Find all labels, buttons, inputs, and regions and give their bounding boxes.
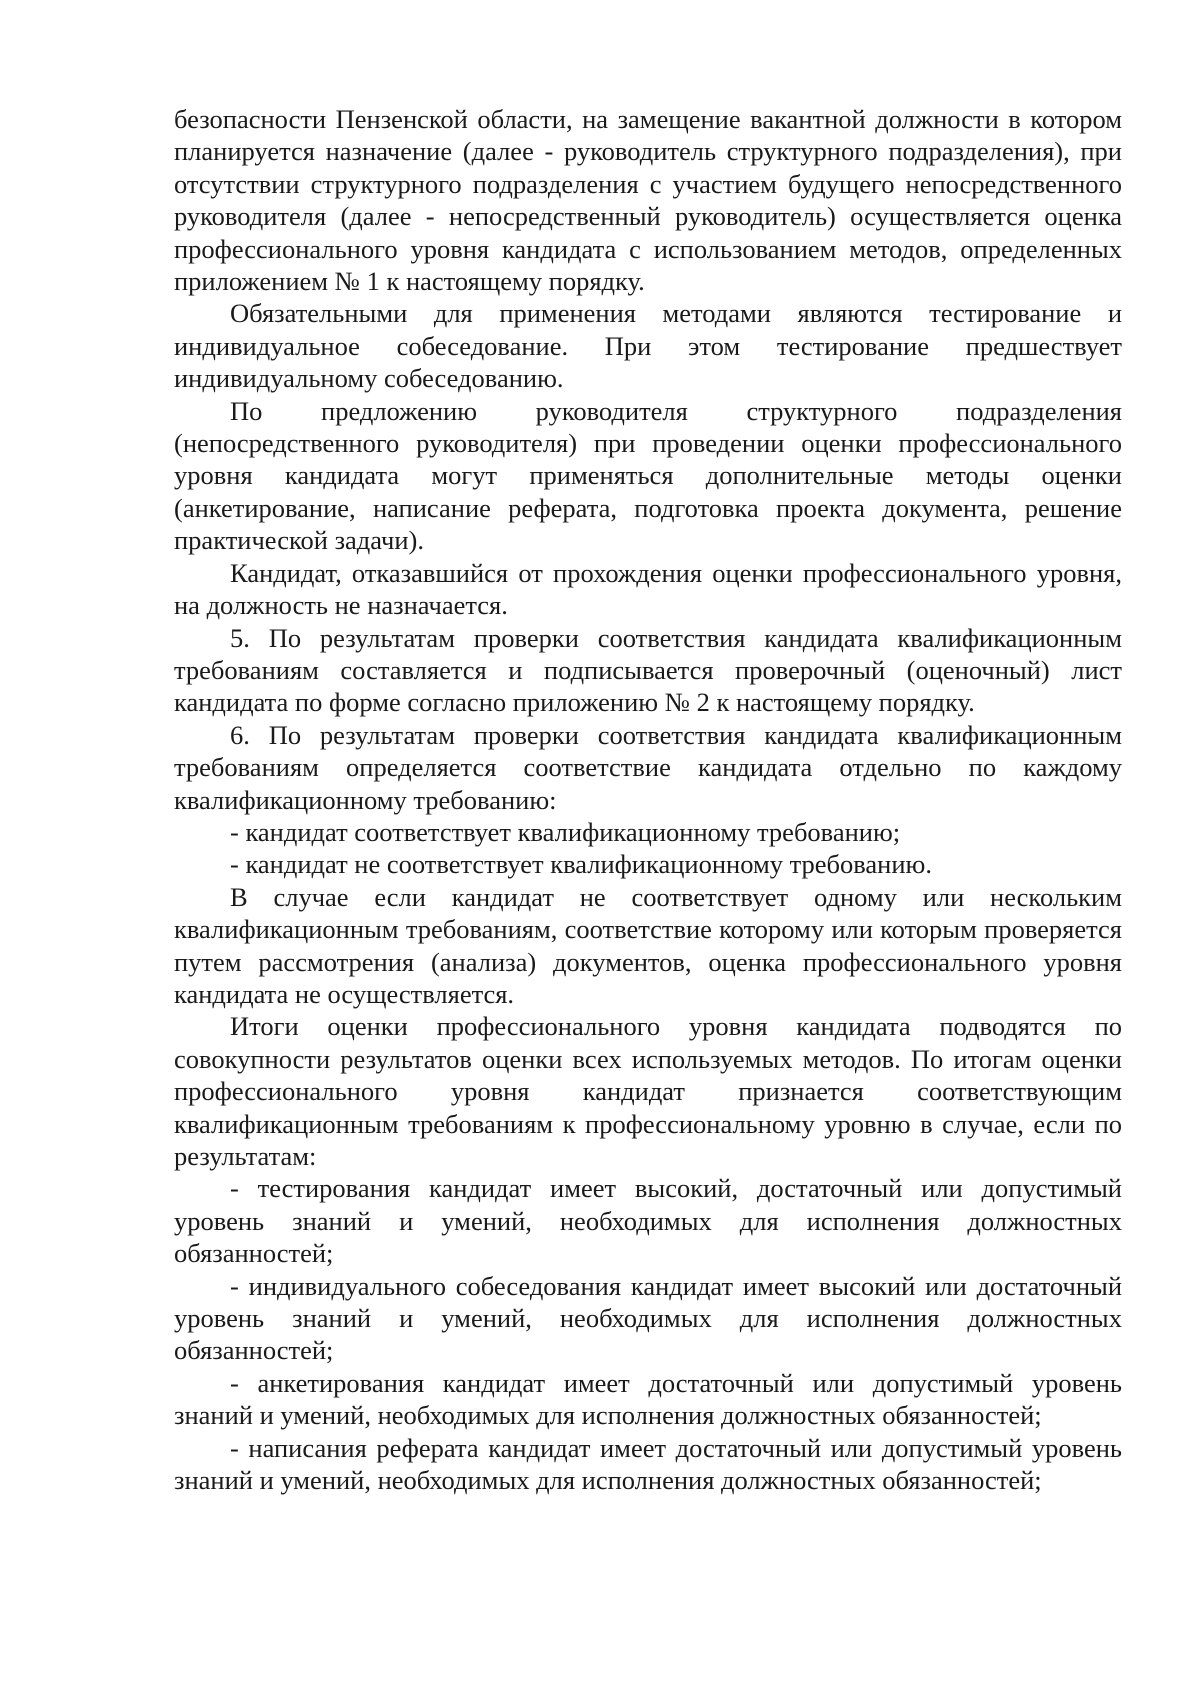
paragraph-item-6: 6. По результатам проверки соответствия кандидата квалификационным требованиям определяется соответствие кандидата отдельно по каждому квалификационному требованию:	[174, 719, 1122, 815]
list-item-complies: - кандидат соответствует квалификационному требованию;	[230, 816, 901, 847]
list-item-testing: - тестирования кандидат имеет высокий, достаточный или допустимый уровень знаний и умений, необходимых для исполнения должностных обязанностей;	[174, 1173, 1122, 1269]
list-item-essay: - написания реферата кандидат имеет достаточный или допустимый уровень знаний и умений, необходимых для исполнения должностных обязанностей;	[174, 1432, 1122, 1496]
list-item-questionnaire: - анкетирования кандидат имеет достаточный или допустимый уровень знаний и умений, необходимых для исполнения должностных обязанностей;	[174, 1367, 1122, 1431]
paragraph-continuation: безопасности Пензенской области, на замещение вакантной должности в котором планируется назначение (далее - руководитель структурного подразделения), при отсутствии структурного подразделения с участием будущего непосредственного руководителя (далее - непосредственный руководитель) осуществляется оценка профессионального уровня кандидата с использованием методов, определенных приложением № 1 к настоящему порядку.	[174, 104, 1122, 297]
document-page	[174, 103, 1122, 1496]
paragraph-item-5: 5. По результатам проверки соответствия кандидата квалификационным требованиям составляется и подписывается проверочный (оценочный) лист кандидата по форме согласно приложению № 2 к настоящему порядку.	[174, 622, 1122, 718]
paragraph-results: Итоги оценки профессионального уровня кандидата подводятся по совокупности результатов оценки всех используемых методов. По итогам оценки профессионального уровня кандидат признается соответствующим квалификационным требованиям к профессиональному уровню в случае, если по результатам:	[174, 1011, 1122, 1171]
list-item-interview: - индивидуального собеседования кандидат имеет высокий или достаточный уровень знаний и умений, необходимых для исполнения должностных обязанностей;	[174, 1270, 1122, 1366]
paragraph-non-compliance: В случае если кандидат не соответствует одному или нескольким квалификационным требованиям, соответствие которому или которым проверяется путем рассмотрения (анализа) документов, оценка профессионального уровня кандидата не осуществляется.	[174, 881, 1122, 1009]
paragraph-mandatory-methods: Обязательными для применения методами являются тестирование и индивидуальное собеседование. При этом тестирование предшествует индивидуальному собеседованию.	[174, 298, 1122, 394]
paragraph-additional-methods: По предложению руководителя структурного подразделения (непосредственного руководителя) при проведении оценки профессионального уровня кандидата могут применяться дополнительные методы оценки (анкетирование, написание реферата, подготовка проекта документа, решение практической задачи).	[174, 395, 1122, 556]
paragraph-refusal: Кандидат, отказавшийся от прохождения оценки профессионального уровня, на должность не назначается.	[174, 557, 1122, 621]
list-item-not-complies: - кандидат не соответствует квалификационному требованию.	[230, 849, 932, 880]
